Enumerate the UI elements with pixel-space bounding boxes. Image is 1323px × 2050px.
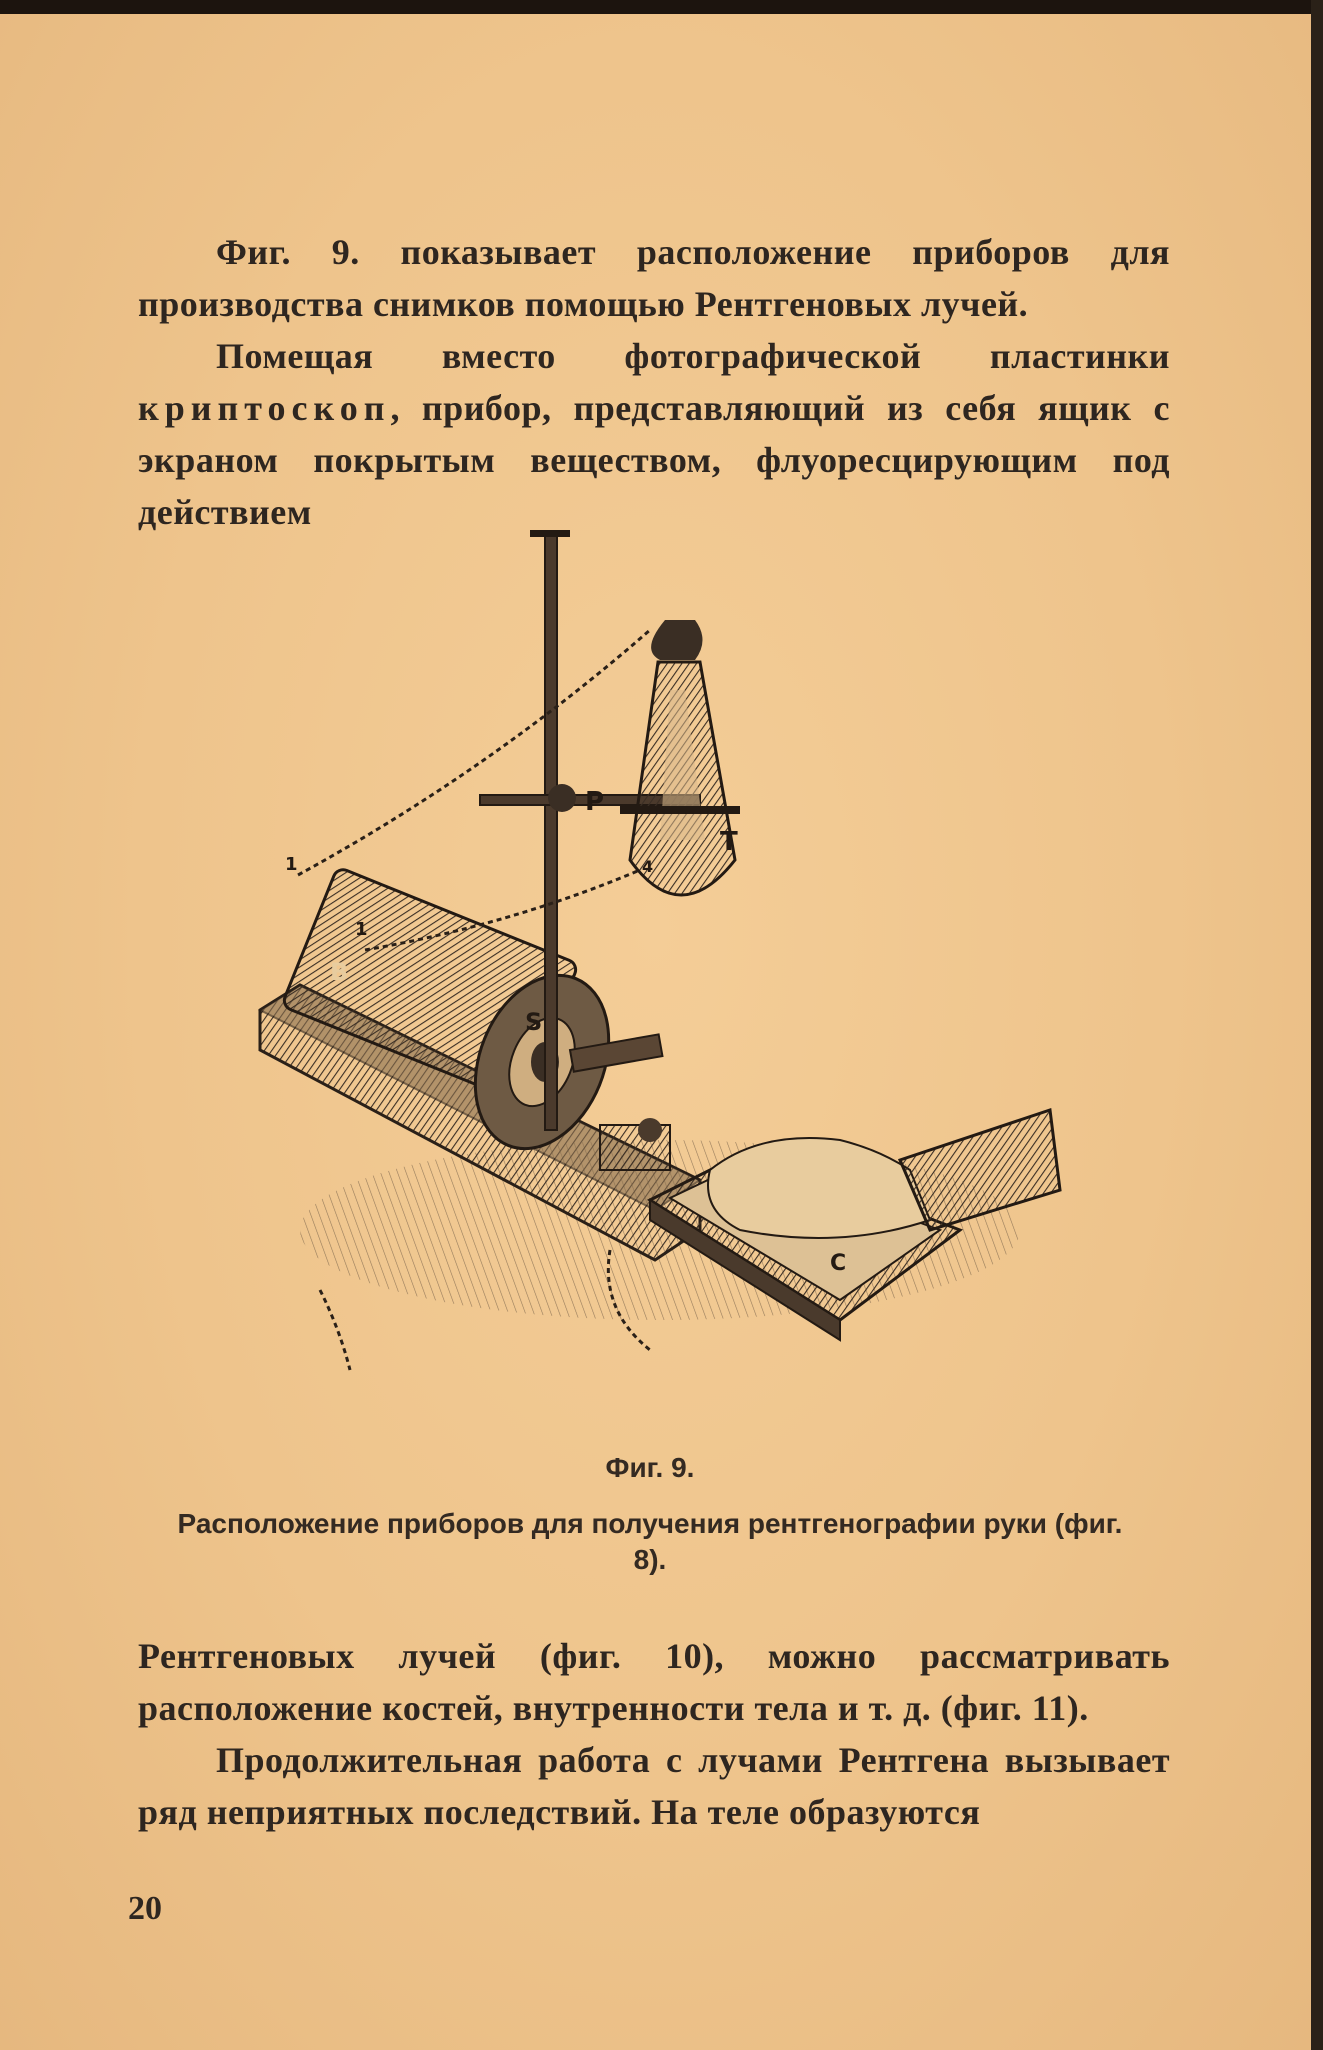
paragraph-2 [138, 330, 1170, 538]
label-terminal-1b: 1 [355, 919, 368, 940]
figure-caption-text: Расположение приборов для получения рентгенографии руки (фиг. 8). [177, 1508, 1123, 1575]
paragraph-2-start: Помещая вместо фотографической пластинки [216, 336, 1170, 376]
label-c: C [830, 1251, 847, 1276]
paragraph-4: Продолжительная работа с лучами Рентгена вызывает ряд неприятных последствий. На теле образуются [138, 1740, 1170, 1832]
label-terminal-1a: 1 [285, 854, 298, 875]
page-top-edge [0, 0, 1323, 14]
label-t: T [720, 827, 738, 857]
paragraph-2-end: , прибор, представляющий из себя ящик с экраном покрытым веществом, флуоресцирующим под действием [138, 388, 1170, 532]
figure-9-illustration [240, 530, 1100, 1410]
paragraph-2-spaced-term: криптоскоп [138, 388, 391, 428]
paragraph-3: Рентгеновых лучей (фиг. 10), можно рассматривать расположение костей, внутренности тела и т. д. (фиг. 11). [138, 1636, 1170, 1728]
label-terminal-4: 4 [642, 857, 654, 876]
label-p: P [585, 787, 605, 817]
figure-caption-title: Фиг. 9. [605, 1452, 695, 1483]
page-number: 20 [128, 1890, 162, 1927]
label-b: B [330, 958, 349, 986]
label-s: S [525, 1008, 543, 1036]
paragraph-1: Фиг. 9. показывает расположение приборов для производства снимков помощью Рентгеновых лучей. [138, 232, 1170, 324]
page-right-edge [1311, 0, 1323, 2050]
